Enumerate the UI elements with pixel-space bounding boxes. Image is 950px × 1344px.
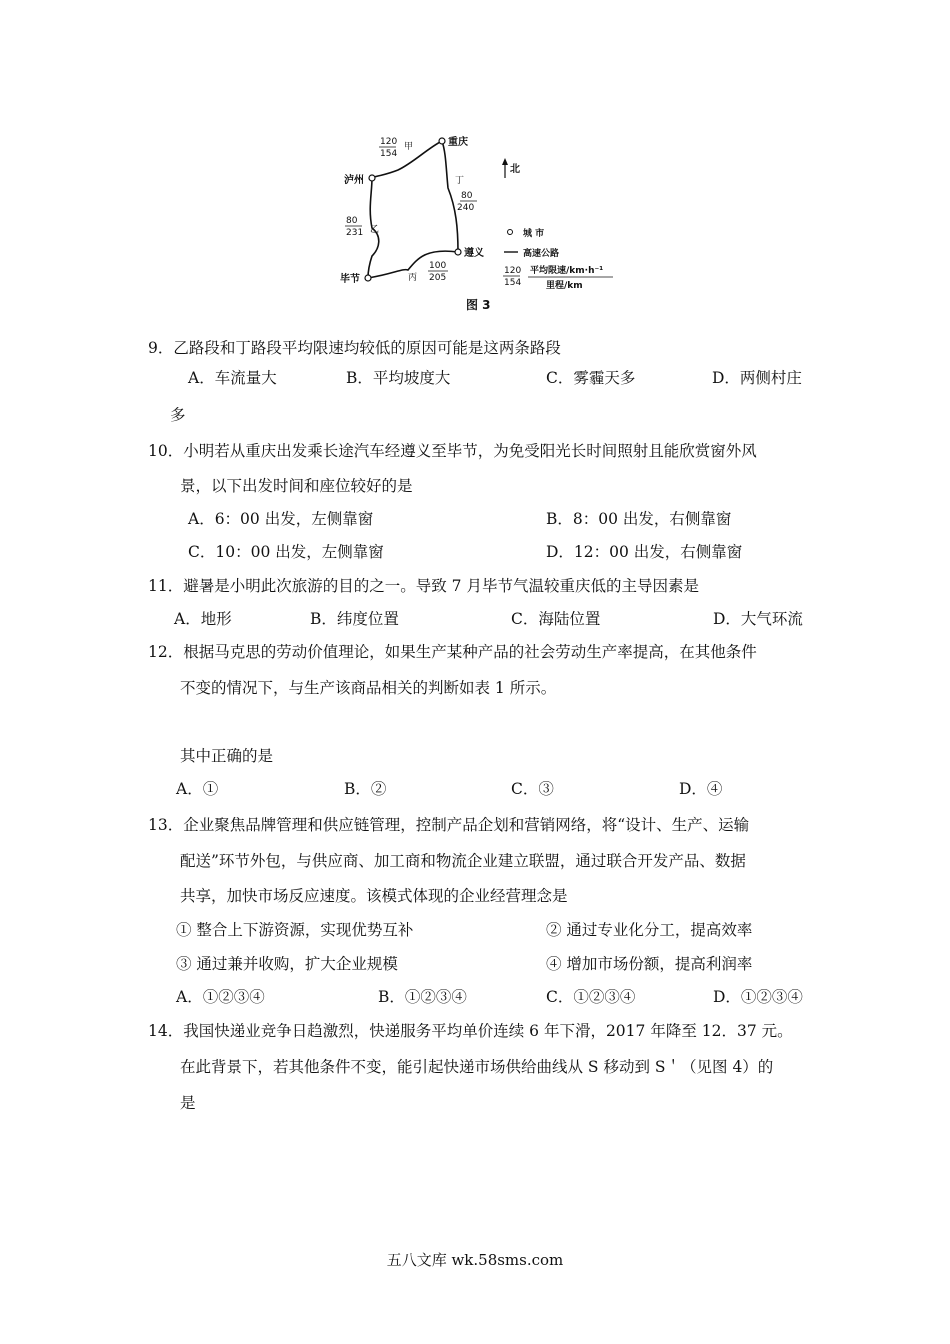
q10-option-a: A．6：00 出发，左侧靠窗 [188, 510, 374, 528]
road-bing-distance: 205 [429, 273, 447, 283]
q12-stem-line3: 其中正确的是 [180, 747, 274, 765]
q11-stem: 11．避暑是小明此次旅游的目的之一。导致 7 月毕节气温较重庆低的主导因素是 [148, 577, 699, 595]
road-jia-distance: 154 [380, 149, 398, 159]
q12-stem-line2: 不变的情况下，与生产该商品相关的判断如表 1 所示。 [180, 679, 557, 697]
legend-highway-label: 高速公路 [523, 249, 560, 259]
road-yi-distance: 231 [346, 228, 364, 238]
legend-speed-unit: 平均限速/km·h⁻¹ [530, 266, 604, 276]
road-ding-speed: 80 [461, 191, 473, 201]
q14-stem-line2: 在此背景下，若其他条件不变，能引起快递市场供给曲线从 S 移动到 S＇（见图 4）的 [180, 1058, 774, 1076]
road-jia-name: 甲 [404, 142, 414, 152]
figure-3-highway-map [340, 128, 618, 313]
q13-statement-4: ④ 增加市场份额，提高利润率 [546, 955, 753, 973]
legend-sample-distance: 154 [504, 278, 522, 288]
q9-option-c: C．雾霾天多 [546, 369, 636, 387]
q10-option-c: C．10：00 出发，左侧靠窗 [188, 543, 384, 561]
road-ding-distance: 240 [457, 203, 475, 213]
q10-stem-line1: 10．小明若从重庆出发乘长途汽车经遵义至毕节，为免受阳光长时间照射且能欣赏窗外风 [148, 442, 757, 460]
figure-caption: 图 3 [466, 298, 491, 312]
north-arrow-icon [502, 158, 508, 178]
q13-statement-2: ② 通过专业化分工，提高效率 [546, 921, 753, 939]
q11-option-a: A．地形 [174, 610, 232, 628]
q9-stem: 9．乙路段和丁路段平均限速均较低的原因可能是这两条路段 [148, 339, 561, 357]
q12-option-b: B．② [344, 780, 387, 798]
road-jia-speed: 120 [380, 137, 398, 147]
q10-stem-line2: 景，以下出发时间和座位较好的是 [180, 477, 413, 495]
city-label-bijie: 毕节 [340, 274, 360, 285]
q14-stem-line3: 是 [180, 1094, 196, 1112]
legend-sample-speed: 120 [504, 266, 522, 276]
q13-stem-line1: 13．企业聚焦品牌管理和供应链管理，控制产品企划和营销网络，将“设计、生产、运输 [148, 816, 750, 834]
road-bing-speed: 100 [429, 261, 447, 271]
city-label-chongqing: 重庆 [448, 137, 468, 148]
city-marker-chongqing [439, 138, 445, 144]
q9-option-d: D．两侧村庄 [712, 369, 802, 387]
q13-stem-line3: 共享，加快市场反应速度。该模式体现的企业经营理念是 [180, 887, 568, 905]
q13-option-b: B．①②③④ [378, 988, 467, 1006]
city-label-zunyi: 遵义 [464, 248, 484, 259]
q11-option-d: D．大气环流 [713, 610, 803, 628]
q11-option-c: C．海陆位置 [511, 610, 601, 628]
q13-stem-line2: 配送”环节外包，与供应商、加工商和物流企业建立联盟，通过联合开发产品、数据 [180, 852, 746, 870]
q12-option-a: A．① [176, 780, 219, 798]
q9-option-d-continued: 多 [170, 406, 186, 424]
q13-statement-3: ③ 通过兼并收购，扩大企业规模 [176, 955, 398, 973]
q12-option-c: C．③ [511, 780, 554, 798]
road-yi-speed: 80 [346, 216, 358, 226]
highway-route [368, 141, 458, 278]
footer-source: 五八文库 wk.58sms.com [386, 1251, 564, 1269]
legend-distance-unit: 里程/km [546, 281, 583, 291]
city-marker-luzhou [369, 175, 375, 181]
q9-option-b: B．平均坡度大 [346, 369, 451, 387]
city-label-luzhou: 泸州 [344, 175, 364, 186]
north-label: 北 [510, 164, 520, 175]
road-ding-name: 丁 [455, 176, 465, 186]
q10-option-d: D．12：00 出发，右侧靠窗 [546, 543, 743, 561]
q13-option-c: C．①②③④ [546, 988, 636, 1006]
q10-option-b: B．8：00 出发，右侧靠窗 [546, 510, 732, 528]
q12-option-d: D．④ [679, 780, 723, 798]
q11-option-b: B．纬度位置 [310, 610, 399, 628]
q13-option-d: D．①②③④ [713, 988, 803, 1006]
road-bing-name: 丙 [408, 273, 418, 283]
road-yi-name: 乙 [370, 225, 380, 235]
city-marker-bijie [365, 275, 371, 281]
q13-statement-1: ① 整合上下游资源，实现优势互补 [176, 921, 414, 939]
legend-city-label: 城 市 [523, 229, 545, 239]
legend-city-icon [508, 230, 513, 235]
q12-stem-line1: 12．根据马克思的劳动价值理论，如果生产某种产品的社会劳动生产率提高，在其他条件 [148, 643, 757, 661]
map-svg [340, 128, 618, 313]
city-marker-zunyi [455, 249, 461, 255]
q14-stem-line1: 14．我国快递业竞争日趋激烈，快递服务平均单价连续 6 年下滑，2017 年降至 12．37 元。 [148, 1022, 793, 1040]
q13-option-a: A．①②③④ [176, 988, 265, 1006]
q9-option-a: A．车流量大 [188, 369, 277, 387]
